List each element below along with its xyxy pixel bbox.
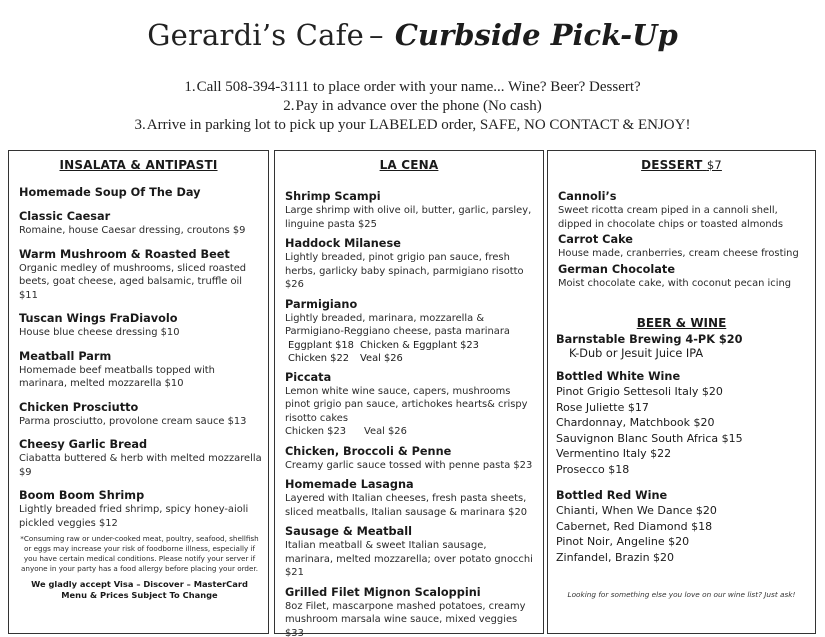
price-change-note: Menu & Prices Subject To Change <box>61 590 218 600</box>
item-desc: Lemon white wine sauce, capers, mushrooms pinot grigio pan sauce, artichokes hearts& crispy risotto cakes <box>285 385 528 424</box>
item-name: Chicken, Broccoli & Penne <box>285 444 452 458</box>
wine-item: Chianti, When We Dance $20 <box>556 504 717 517</box>
menu-item <box>19 210 262 238</box>
item-desc: Italian meatball & sweet Italian sausage, marinara, melted mozzarella; over potato gnocchi $21 <box>285 540 533 578</box>
item-desc: Homemade beef meatballs topped with marinara, melted mozzarella $10 <box>19 364 215 389</box>
red-wine-list <box>548 488 815 565</box>
menu-item <box>19 401 262 429</box>
price-option: Veal $26 <box>360 352 403 364</box>
wine-item: Pinot Grigio Settesoli Italy $20 <box>556 385 723 398</box>
beer-section <box>548 333 815 361</box>
menu-item <box>558 263 809 291</box>
item-name: Carrot Cake <box>558 233 633 246</box>
ordering-steps <box>0 78 825 135</box>
item-name: Homemade Lasagna <box>285 478 414 491</box>
price-option: Chicken $23 <box>285 426 347 437</box>
item-name: Piccata <box>285 370 332 384</box>
menu-item <box>558 233 809 261</box>
price-option: Chicken $22 <box>288 352 350 364</box>
menu-item <box>19 248 262 303</box>
white-wine-heading: Bottled White Wine <box>556 370 681 383</box>
item-desc: Lightly breaded, pinot grigio pan sauce, fresh herbs, garlicky baby spinach, parmigiano risotto $26 <box>285 252 524 290</box>
item-name: Warm Mushroom & Roasted Beet <box>19 247 230 261</box>
item-desc: House blue cheese dressing $10 <box>19 327 180 338</box>
menu-title <box>0 18 825 52</box>
item-name: Parmigiano <box>285 297 358 311</box>
item-desc: Romaine, house Caesar dressing, croutons $9 <box>19 225 246 236</box>
price-option: Chicken & Eggplant $23 <box>360 339 479 351</box>
dessert-heading: DESSERT $7 <box>641 158 722 172</box>
item-desc: Parma prosciutto, provolone cream sauce $13 <box>19 415 247 427</box>
item-desc: Large shrimp with olive oil, butter, garlic, parsley, linguine pasta $25 <box>285 205 532 230</box>
menu-item <box>285 190 537 231</box>
item-name: Classic Caesar <box>19 210 111 223</box>
item-desc: Lightly breaded, marinara, mozzarella & Parmigiano-Reggiano cheese, pasta marinara <box>285 312 510 337</box>
beer-options: K-Dub or Jesuit Juice IPA <box>569 347 704 360</box>
wine-item: Pinot Noir, Angeline $20 <box>556 535 690 548</box>
curbside-pickup-title: Curbside Pick-Up <box>394 18 678 52</box>
item-desc: Moist chocolate cake, with coconut pecan icing <box>558 277 791 289</box>
item-desc: Ciabatta buttered & herb with melted mozzarella $9 <box>19 453 262 478</box>
food-safety-disclaimer: *Consuming raw or under-cooked meat, poultry, seafood, shellfish or eggs may increase your risk of foodborne illness, especially if you have certain medical conditions. Please notify your server if anyone in your party has a food allergy before placing your order. <box>20 534 259 573</box>
item-name: Chicken Prosciutto <box>19 400 139 414</box>
menu-item <box>19 186 262 200</box>
dessert-price: $7 <box>706 158 722 172</box>
item-name: Cannoli’s <box>558 190 617 203</box>
beer-title: Barnstable Brewing 4-PK $20 <box>556 333 743 346</box>
red-wine-heading: Bottled Red Wine <box>556 489 668 502</box>
beer-wine-heading: BEER & WINE <box>636 316 727 330</box>
menu-item <box>558 190 809 231</box>
price-options <box>285 339 537 365</box>
item-name: Grilled Filet Mignon Scaloppini <box>285 585 481 599</box>
menu-item <box>285 298 537 365</box>
menu-item <box>285 478 537 519</box>
item-desc: Layered with Italian cheeses, fresh pasta sheets, sliced meatballs, Italian sausage & marinara $20 <box>285 493 528 518</box>
menu-item <box>285 371 537 439</box>
price-option: Eggplant $18 <box>288 339 354 351</box>
step-2: 2.Pay in advance over the phone (No cash) <box>283 98 542 114</box>
menu-item <box>19 350 262 391</box>
white-wine-list <box>548 369 815 477</box>
menu-item <box>285 237 537 292</box>
menu-item <box>285 525 537 580</box>
menu-item <box>285 586 537 637</box>
accepted-cards: We gladly accept Visa – Discover – MasterCard <box>31 579 248 589</box>
insalata-heading: INSALATA & ANTIPASTI <box>59 158 218 172</box>
item-name: Sausage & Meatball <box>285 525 412 538</box>
item-name: Homemade Soup Of The Day <box>19 186 201 199</box>
cafe-name: Gerardi’s Cafe <box>147 18 364 52</box>
item-name: Cheesy Garlic Bread <box>19 438 148 451</box>
item-name: Shrimp Scampi <box>285 190 381 203</box>
wine-item: Prosecco $18 <box>556 462 630 476</box>
item-name: Haddock Milanese <box>285 237 401 250</box>
payment-info <box>19 579 260 601</box>
item-desc: Creamy garlic sauce tossed with penne pasta $23 <box>285 459 533 471</box>
menu-item <box>19 438 262 479</box>
wine-item: Vermentino Italy $22 <box>556 447 672 460</box>
wine-item: Zinfandel, Brazin $20 <box>556 550 675 564</box>
item-name: Boom Boom Shrimp <box>19 489 145 502</box>
price-options <box>285 425 537 439</box>
item-desc: Sweet ricotta cream piped in a cannoli shell, dipped in chocolate chips or toasted almonds <box>558 205 784 230</box>
step-3: 3.Arrive in parking lot to pick up your LABELED order, SAFE, NO CONTACT & ENJOY! <box>134 117 691 133</box>
wine-list-note: Looking for something else you love on our wine list? Just ask! <box>567 590 796 599</box>
wine-item: Rose Juliette $17 <box>556 400 649 414</box>
wine-item: Chardonnay, Matchbook $20 <box>556 416 715 429</box>
step-1: 1.Call 508-394-3111 to place order with your name... Wine? Beer? Dessert? <box>184 79 641 95</box>
item-name: Tuscan Wings FraDiavolo <box>19 312 178 325</box>
item-desc: Lightly breaded fried shrimp, spicy honey-aioli pickled veggies $12 <box>19 504 249 529</box>
item-name: Meatball Parm <box>19 349 112 363</box>
item-name: German Chocolate <box>558 262 675 276</box>
menu-item <box>19 312 262 340</box>
menu-item <box>19 489 262 530</box>
dessert-beer-wine-panel <box>547 150 816 634</box>
insalata-panel <box>8 150 269 634</box>
la-cena-panel <box>274 150 544 637</box>
item-desc: Organic medley of mushrooms, sliced roasted beets, goat cheese, aged balsamic, truffle oil $11 <box>19 262 247 301</box>
wine-item: Sauvignon Blanc South Africa $15 <box>556 431 743 445</box>
item-desc: 8oz Filet, mascarpone mashed potatoes, creamy mushroom marsala wine sauce, mixed veggies $33 <box>285 600 526 637</box>
price-option: Veal $26 <box>364 426 407 437</box>
menu-item <box>285 445 537 473</box>
wine-item: Cabernet, Red Diamond $18 <box>556 519 713 533</box>
title-dash: – <box>369 18 384 52</box>
item-desc: House made, cranberries, cream cheese frosting <box>558 248 799 259</box>
la-cena-heading: LA CENA <box>379 158 439 172</box>
